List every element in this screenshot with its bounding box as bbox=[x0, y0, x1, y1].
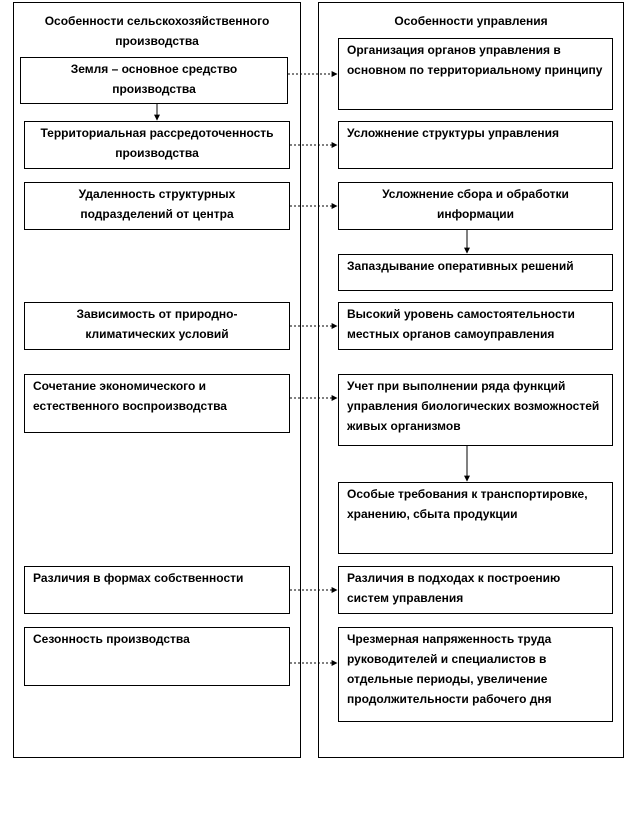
right-column-title: Особенности управления bbox=[394, 14, 548, 28]
left-box-ownership: Различия в формах собственности bbox=[24, 566, 290, 614]
right-box-decision-delay: Запаздывание оперативных решений bbox=[338, 254, 613, 291]
right-box-management-approaches: Различия в подходах к построению систем управления bbox=[338, 566, 613, 614]
left-box-dispersion: Территориальная рассредоточенность производства bbox=[24, 121, 290, 169]
right-box-labor-intensity: Чрезмерная напряженность труда руководителей и специалистов в отдельные периоды, увеличение продолжительности рабочего дня bbox=[338, 627, 613, 722]
left-column-title: Особенности сельскохозяйственного производства bbox=[44, 14, 270, 48]
left-box-land: Земля – основное средство производства bbox=[20, 57, 288, 104]
right-box-territorial-organization: Организация органов управления в основном по территориальному принципу bbox=[338, 38, 613, 110]
right-box-transport-requirements: Особые требования к транспортировке, хранению, сбыта продукции bbox=[338, 482, 613, 554]
left-box-reproduction: Сочетание экономического и естественного воспроизводства bbox=[24, 374, 290, 433]
right-box-structure-complexity: Усложнение структуры управления bbox=[338, 121, 613, 169]
left-box-remoteness: Удаленность структурных подразделений от центра bbox=[24, 182, 290, 230]
left-box-climate: Зависимость от природно-климатических условий bbox=[24, 302, 290, 350]
right-box-information-complexity: Усложнение сбора и обработки информации bbox=[338, 182, 613, 230]
left-box-seasonality: Сезонность производства bbox=[24, 627, 290, 686]
right-box-local-autonomy: Высокий уровень самостоятельности местных органов самоуправления bbox=[338, 302, 613, 350]
right-box-biological-accounting: Учет при выполнении ряда функций управления биологических возможностей живых организмов bbox=[338, 374, 613, 446]
